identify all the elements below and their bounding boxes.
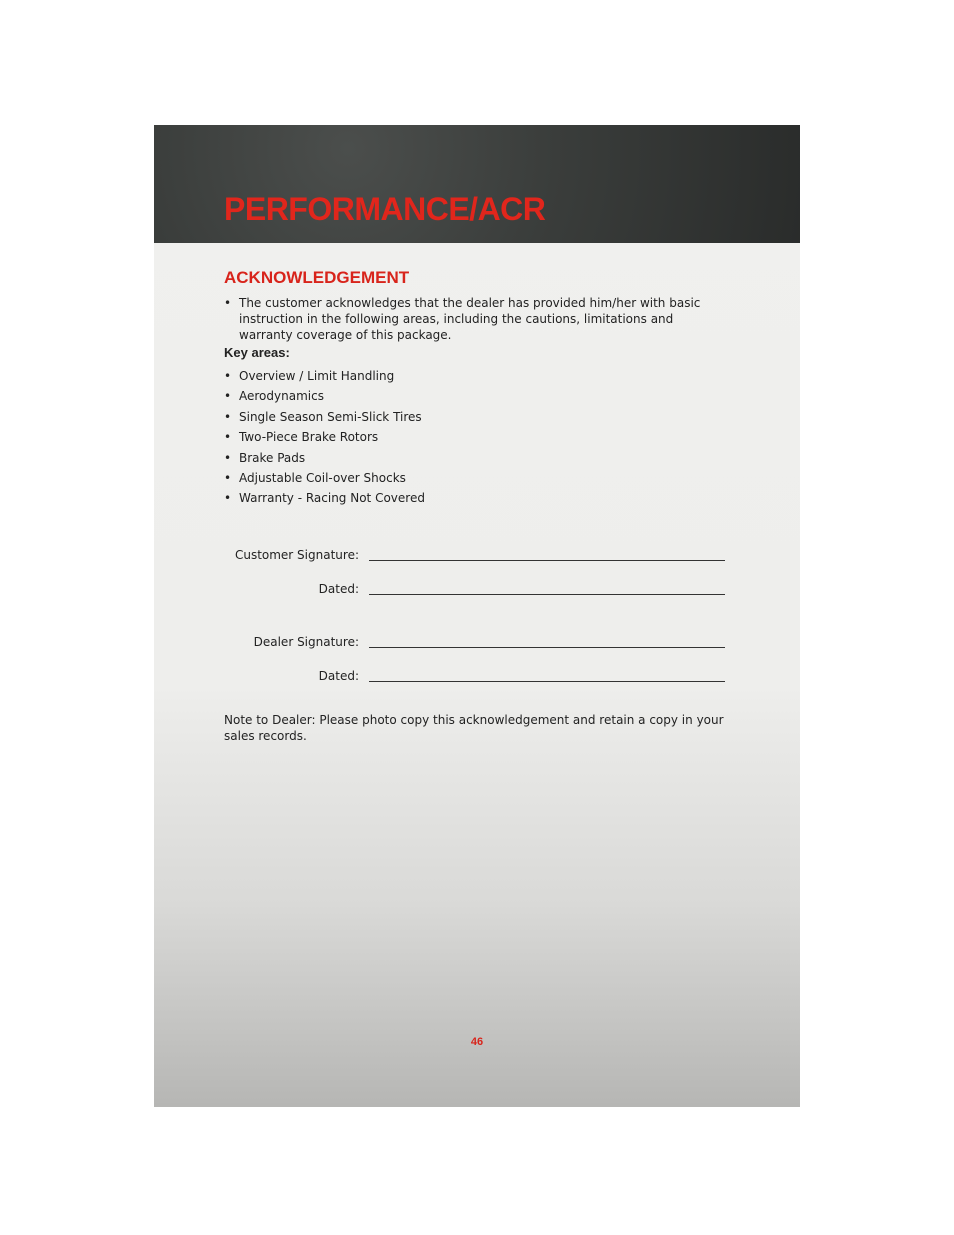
list-item-text: Overview / Limit Handling [239, 369, 395, 383]
intro-text: The customer acknowledges that the dealer has provided him/her with basic instruction in the following areas, including the cautions, limitations and warranty coverage of this package. [239, 296, 701, 342]
list-item [224, 450, 425, 470]
list-item-text: Adjustable Coil-over Shocks [239, 470, 406, 485]
page-title: PERFORMANCE/ACR [224, 191, 546, 227]
dealer-dated-label: Dated: [318, 669, 359, 683]
intro-bullet [224, 295, 724, 343]
bullet-icon: • [224, 296, 232, 310]
customer-signature-line[interactable] [369, 560, 725, 561]
dealer-dated-line[interactable] [369, 681, 725, 682]
list-item [224, 388, 425, 408]
list-item [224, 429, 425, 449]
list-item [224, 470, 425, 490]
bullet-icon: • [224, 389, 232, 404]
list-item-text: Two-Piece Brake Rotors [239, 430, 379, 445]
section-heading: ACKNOWLEDGEMENT [224, 268, 410, 287]
key-areas-label: Key areas: [224, 345, 290, 360]
list-item-text: Warranty - Racing Not Covered [239, 491, 425, 506]
dealer-signature-line[interactable] [369, 647, 725, 648]
dealer-note: Note to Dealer: Please photo copy this acknowledgement and retain a copy in your sales records. [224, 713, 724, 743]
list-item-text: Aerodynamics [239, 389, 324, 404]
customer-signature-row [224, 547, 725, 565]
bullet-icon: • [224, 491, 232, 506]
list-item [224, 409, 425, 429]
list-item-text: Single Season Semi-Slick Tires [239, 409, 422, 424]
bullet-icon: • [224, 369, 232, 383]
customer-dated-row [224, 581, 725, 599]
list-item-text: Brake Pads [239, 450, 306, 465]
page-number: 46 [470, 1036, 484, 1048]
header-banner [154, 125, 800, 243]
dealer-dated-row [224, 668, 725, 686]
customer-dated-label: Dated: [318, 582, 359, 596]
list-item [224, 490, 425, 510]
customer-dated-line[interactable] [369, 594, 725, 595]
bullet-icon: • [224, 470, 232, 485]
dealer-signature-label: Dealer Signature: [253, 635, 359, 649]
customer-signature-label: Customer Signature: [234, 548, 359, 562]
bullet-icon: • [224, 430, 232, 445]
dealer-signature-row [224, 634, 725, 652]
bullet-icon: • [224, 409, 232, 424]
document-page [154, 125, 800, 1107]
key-areas-list [224, 368, 425, 511]
bullet-icon: • [224, 450, 232, 465]
list-item [224, 368, 425, 388]
